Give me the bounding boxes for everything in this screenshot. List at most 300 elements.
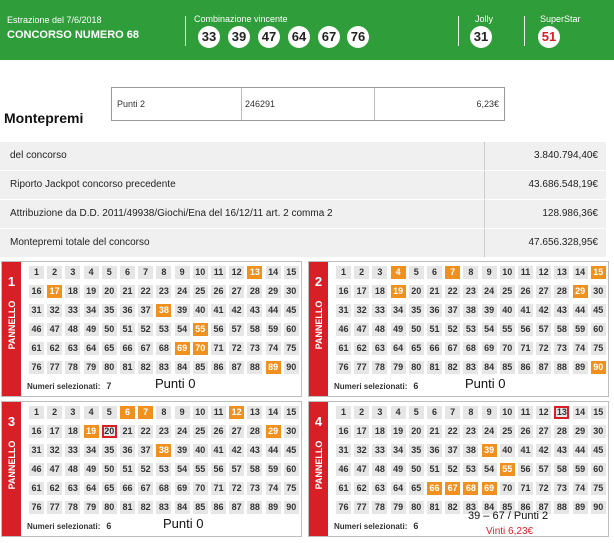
number-cell: 56 xyxy=(518,323,533,336)
number-cell: 58 xyxy=(247,323,262,336)
number-cell: 68 xyxy=(156,482,171,495)
winning-ball: 47 xyxy=(258,26,280,48)
number-cell: 64 xyxy=(84,482,99,495)
jolly-ball: 31 xyxy=(470,26,492,48)
number-cell: 3 xyxy=(372,406,387,419)
number-cell: 64 xyxy=(391,342,406,355)
number-cell: 90 xyxy=(591,501,606,514)
number-cell: 47 xyxy=(354,323,369,336)
number-cell: 70 xyxy=(193,482,208,495)
number-cell: 79 xyxy=(84,361,99,374)
number-cell: 23 xyxy=(156,425,171,438)
number-cell: 44 xyxy=(266,304,281,317)
winning-ball: 33 xyxy=(198,26,220,48)
number-cell: 27 xyxy=(536,285,551,298)
panel-result: Punti 0 xyxy=(155,376,196,391)
number-cell: 31 xyxy=(336,304,351,317)
number-cell: 11 xyxy=(518,266,533,279)
number-cell: 7 xyxy=(138,406,153,419)
number-cell: 89 xyxy=(573,501,588,514)
number-cell: 8 xyxy=(463,406,478,419)
number-cell: 62 xyxy=(354,342,369,355)
number-cell: 31 xyxy=(29,444,44,457)
number-cell: 5 xyxy=(409,406,424,419)
number-cell: 37 xyxy=(445,304,460,317)
number-cell: 40 xyxy=(500,444,515,457)
number-cell: 86 xyxy=(211,501,226,514)
number-cell: 30 xyxy=(284,285,299,298)
number-cell: 16 xyxy=(336,285,351,298)
number-cell: 86 xyxy=(211,361,226,374)
number-cell: 29 xyxy=(266,425,281,438)
number-cell: 12 xyxy=(536,266,551,279)
number-cell: 80 xyxy=(102,501,117,514)
number-cell: 81 xyxy=(120,361,135,374)
number-cell: 90 xyxy=(284,501,299,514)
number-cell: 4 xyxy=(391,266,406,279)
selected-label: Numeri selezionati: xyxy=(27,382,101,391)
number-cell: 13 xyxy=(247,406,262,419)
row-value: 128.986,36€ xyxy=(542,208,598,219)
number-cell: 78 xyxy=(372,501,387,514)
number-cell: 26 xyxy=(211,425,226,438)
number-cell: 45 xyxy=(284,304,299,317)
number-cell: 10 xyxy=(193,266,208,279)
number-cell: 72 xyxy=(229,482,244,495)
panel-result: Punti 0 xyxy=(465,376,506,391)
number-cell: 7 xyxy=(138,266,153,279)
number-cell: 68 xyxy=(156,342,171,355)
number-cell: 52 xyxy=(138,463,153,476)
number-cell: 39 xyxy=(175,304,190,317)
number-cell: 79 xyxy=(391,501,406,514)
row-label: Attribuzione da D.D. 2011/49938/Giochi/Ena del 16/12/11 art. 2 comma 2 xyxy=(10,208,333,219)
number-cell: 6 xyxy=(120,406,135,419)
number-cell: 27 xyxy=(229,285,244,298)
number-cell: 48 xyxy=(372,323,387,336)
number-cell: 14 xyxy=(266,406,281,419)
number-cell: 51 xyxy=(427,463,442,476)
number-cell: 54 xyxy=(482,323,497,336)
number-cell: 45 xyxy=(591,304,606,317)
selected-label: Numeri selezionati: xyxy=(334,522,408,531)
number-cell: 64 xyxy=(391,482,406,495)
number-cell: 67 xyxy=(445,342,460,355)
number-cell: 42 xyxy=(536,304,551,317)
winning-ball: 76 xyxy=(347,26,369,48)
number-cell: 58 xyxy=(554,323,569,336)
selected-label: Numeri selezionati: xyxy=(334,382,408,391)
number-cell: 84 xyxy=(175,361,190,374)
number-cell: 83 xyxy=(463,501,478,514)
number-cell: 61 xyxy=(336,342,351,355)
number-cell: 24 xyxy=(175,425,190,438)
number-cell: 42 xyxy=(536,444,551,457)
number-cell: 73 xyxy=(247,482,262,495)
number-cell: 17 xyxy=(354,285,369,298)
number-cell: 9 xyxy=(482,266,497,279)
number-cell: 10 xyxy=(193,406,208,419)
number-cell: 37 xyxy=(138,444,153,457)
number-cell: 82 xyxy=(445,501,460,514)
number-cell: 48 xyxy=(65,463,80,476)
number-cell: 66 xyxy=(427,482,442,495)
number-cell: 45 xyxy=(591,444,606,457)
play-panel-1 xyxy=(1,261,302,397)
number-cell: 88 xyxy=(247,501,262,514)
number-cell: 84 xyxy=(482,361,497,374)
number-cell: 61 xyxy=(29,482,44,495)
number-cell: 80 xyxy=(102,361,117,374)
number-cell: 73 xyxy=(247,342,262,355)
number-cell: 87 xyxy=(229,501,244,514)
number-cell: 28 xyxy=(554,285,569,298)
number-cell: 53 xyxy=(463,463,478,476)
number-cell: 85 xyxy=(500,501,515,514)
number-cell: 87 xyxy=(536,501,551,514)
number-cell: 28 xyxy=(247,285,262,298)
number-cell: 23 xyxy=(156,285,171,298)
win-prize: 6,23€ xyxy=(476,99,499,109)
number-cell: 34 xyxy=(84,444,99,457)
divider xyxy=(484,142,485,170)
number-cell: 52 xyxy=(445,463,460,476)
number-cell: 62 xyxy=(47,342,62,355)
number-cell: 24 xyxy=(482,285,497,298)
number-cell: 61 xyxy=(336,482,351,495)
number-cell: 69 xyxy=(175,482,190,495)
number-cell: 67 xyxy=(445,482,460,495)
row-value: 43.686.548,19€ xyxy=(528,179,598,190)
number-cell: 43 xyxy=(247,444,262,457)
number-cell: 63 xyxy=(372,342,387,355)
number-cell: 3 xyxy=(65,406,80,419)
number-cell: 48 xyxy=(65,323,80,336)
number-cell: 25 xyxy=(193,425,208,438)
number-cell: 38 xyxy=(156,444,171,457)
number-cell: 21 xyxy=(427,425,442,438)
number-cell: 26 xyxy=(518,285,533,298)
number-cell: 83 xyxy=(463,361,478,374)
montepremi-title: Montepremi xyxy=(4,110,84,126)
number-cell: 15 xyxy=(591,266,606,279)
number-cell: 22 xyxy=(445,285,460,298)
number-cell: 44 xyxy=(266,444,281,457)
number-cell: 85 xyxy=(500,361,515,374)
number-cell: 81 xyxy=(427,361,442,374)
number-cell: 5 xyxy=(102,406,117,419)
superstar-label: SuperStar xyxy=(540,14,581,24)
number-cell: 25 xyxy=(193,285,208,298)
winning-ball: 64 xyxy=(288,26,310,48)
number-cell: 50 xyxy=(102,463,117,476)
number-cell: 39 xyxy=(482,444,497,457)
number-cell: 76 xyxy=(29,361,44,374)
number-cell: 8 xyxy=(156,406,171,419)
winning-ball: 67 xyxy=(318,26,340,48)
number-cell: 21 xyxy=(427,285,442,298)
number-cell: 71 xyxy=(211,342,226,355)
number-cell: 14 xyxy=(573,266,588,279)
number-cell: 8 xyxy=(156,266,171,279)
number-cell: 77 xyxy=(354,501,369,514)
number-cell: 20 xyxy=(409,285,424,298)
number-cell: 87 xyxy=(536,361,551,374)
number-cell: 42 xyxy=(229,304,244,317)
number-cell: 69 xyxy=(175,342,190,355)
number-cell: 19 xyxy=(84,285,99,298)
number-cell: 23 xyxy=(463,285,478,298)
number-cell: 15 xyxy=(284,266,299,279)
number-cell: 32 xyxy=(47,304,62,317)
panel-word: PANNELLO xyxy=(7,440,17,490)
number-cell: 79 xyxy=(84,501,99,514)
divider xyxy=(185,16,186,46)
number-cell: 70 xyxy=(500,342,515,355)
number-cell: 82 xyxy=(138,501,153,514)
panel-number: 4 xyxy=(314,414,323,429)
number-cell: 71 xyxy=(518,342,533,355)
number-cell: 78 xyxy=(372,361,387,374)
number-cell: 1 xyxy=(29,266,44,279)
number-cell: 1 xyxy=(336,266,351,279)
number-cell: 71 xyxy=(518,482,533,495)
montepremi-row xyxy=(0,200,606,229)
number-cell: 46 xyxy=(336,323,351,336)
number-cell: 29 xyxy=(266,285,281,298)
number-cell: 48 xyxy=(372,463,387,476)
number-cell: 31 xyxy=(336,444,351,457)
number-cell: 22 xyxy=(138,285,153,298)
number-cell: 17 xyxy=(47,285,62,298)
number-cell: 75 xyxy=(591,342,606,355)
number-cell: 32 xyxy=(354,444,369,457)
montepremi-row xyxy=(0,171,606,200)
number-cell: 63 xyxy=(65,342,80,355)
number-cell: 53 xyxy=(156,463,171,476)
number-cell: 74 xyxy=(573,342,588,355)
number-cell: 80 xyxy=(409,361,424,374)
number-cell: 20 xyxy=(409,425,424,438)
divider xyxy=(484,200,485,228)
number-cell: 68 xyxy=(463,482,478,495)
number-cell: 31 xyxy=(29,304,44,317)
number-cell: 27 xyxy=(229,425,244,438)
number-cell: 43 xyxy=(554,304,569,317)
number-cell: 88 xyxy=(247,361,262,374)
number-cell: 8 xyxy=(463,266,478,279)
panel-number: 1 xyxy=(7,274,16,289)
row-value: 47.656.328,95€ xyxy=(528,237,598,248)
number-cell: 51 xyxy=(427,323,442,336)
number-cell: 45 xyxy=(284,444,299,457)
number-cell: 18 xyxy=(65,425,80,438)
number-cell: 5 xyxy=(102,266,117,279)
number-cell: 24 xyxy=(175,285,190,298)
number-cell: 47 xyxy=(47,323,62,336)
number-cell: 67 xyxy=(138,342,153,355)
number-cell: 56 xyxy=(518,463,533,476)
divider xyxy=(458,16,459,46)
number-cell: 86 xyxy=(518,501,533,514)
number-cell: 88 xyxy=(554,361,569,374)
number-cell: 82 xyxy=(138,361,153,374)
number-cell: 22 xyxy=(445,425,460,438)
number-cell: 33 xyxy=(372,304,387,317)
number-cell: 26 xyxy=(211,285,226,298)
result-note-line2: Vinti 6,23€ xyxy=(486,526,534,537)
number-cell: 68 xyxy=(463,342,478,355)
number-cell: 70 xyxy=(500,482,515,495)
number-cell: 35 xyxy=(409,444,424,457)
number-cell: 83 xyxy=(156,501,171,514)
number-cell: 70 xyxy=(193,342,208,355)
number-cell: 58 xyxy=(247,463,262,476)
number-cell: 53 xyxy=(156,323,171,336)
number-cell: 65 xyxy=(102,482,117,495)
selected-count: 6 xyxy=(413,521,419,531)
number-cell: 36 xyxy=(120,444,135,457)
number-cell: 23 xyxy=(463,425,478,438)
number-cell: 50 xyxy=(102,323,117,336)
number-cell: 13 xyxy=(247,266,262,279)
number-cell: 63 xyxy=(65,482,80,495)
number-cell: 56 xyxy=(211,323,226,336)
number-cell: 19 xyxy=(391,285,406,298)
number-cell: 12 xyxy=(229,266,244,279)
number-cell: 54 xyxy=(482,463,497,476)
number-cell: 15 xyxy=(284,406,299,419)
number-cell: 36 xyxy=(120,304,135,317)
number-cell: 59 xyxy=(266,463,281,476)
number-cell: 85 xyxy=(193,501,208,514)
number-cell: 36 xyxy=(427,304,442,317)
number-cell: 4 xyxy=(391,406,406,419)
number-cell: 41 xyxy=(211,304,226,317)
number-cell: 73 xyxy=(554,342,569,355)
number-cell: 63 xyxy=(372,482,387,495)
number-cell: 22 xyxy=(138,425,153,438)
number-cell: 52 xyxy=(138,323,153,336)
number-cell: 58 xyxy=(554,463,569,476)
number-cell: 72 xyxy=(536,482,551,495)
number-cell: 65 xyxy=(102,342,117,355)
number-cell: 30 xyxy=(591,425,606,438)
row-label: del concorso xyxy=(10,150,67,161)
number-cell: 53 xyxy=(463,323,478,336)
number-cell: 17 xyxy=(47,425,62,438)
number-cell: 46 xyxy=(29,463,44,476)
number-cell: 38 xyxy=(463,304,478,317)
number-cell: 19 xyxy=(391,425,406,438)
number-cell: 72 xyxy=(229,342,244,355)
number-cell: 40 xyxy=(193,304,208,317)
number-cell: 43 xyxy=(247,304,262,317)
number-cell: 11 xyxy=(211,406,226,419)
number-cell: 3 xyxy=(372,266,387,279)
superstar-ball: 51 xyxy=(538,26,560,48)
contest-number: CONCORSO NUMERO 68 xyxy=(7,29,140,41)
jolly-label: Jolly xyxy=(475,14,494,24)
number-cell: 18 xyxy=(65,285,80,298)
panel-word: PANNELLO xyxy=(7,300,17,350)
number-cell: 13 xyxy=(554,406,569,419)
number-cell: 35 xyxy=(102,304,117,317)
selected-count: 6 xyxy=(106,521,112,531)
selected-label: Numeri selezionati: xyxy=(27,522,101,531)
number-cell: 25 xyxy=(500,425,515,438)
number-cell: 80 xyxy=(409,501,424,514)
number-cell: 11 xyxy=(211,266,226,279)
number-cell: 55 xyxy=(500,463,515,476)
number-cell: 18 xyxy=(372,425,387,438)
number-cell: 29 xyxy=(573,425,588,438)
divider xyxy=(484,229,485,257)
number-cell: 14 xyxy=(573,406,588,419)
number-cell: 55 xyxy=(193,323,208,336)
number-cell: 24 xyxy=(482,425,497,438)
number-cell: 43 xyxy=(554,444,569,457)
number-cell: 28 xyxy=(247,425,262,438)
number-cell: 46 xyxy=(336,463,351,476)
number-cell: 37 xyxy=(138,304,153,317)
number-cell: 84 xyxy=(175,501,190,514)
number-cell: 76 xyxy=(336,501,351,514)
number-cell: 57 xyxy=(536,463,551,476)
number-cell: 19 xyxy=(84,425,99,438)
number-cell: 77 xyxy=(47,361,62,374)
draw-date: Estrazione del 7/6/2018 xyxy=(7,15,102,25)
number-cell: 49 xyxy=(391,463,406,476)
number-cell: 28 xyxy=(554,425,569,438)
number-cell: 65 xyxy=(409,482,424,495)
number-cell: 12 xyxy=(229,406,244,419)
winning-ball: 39 xyxy=(228,26,250,48)
number-cell: 64 xyxy=(84,342,99,355)
number-cell: 12 xyxy=(536,406,551,419)
number-cell: 75 xyxy=(284,482,299,495)
number-cell: 6 xyxy=(120,266,135,279)
divider xyxy=(524,16,525,46)
number-cell: 81 xyxy=(120,501,135,514)
number-cell: 57 xyxy=(536,323,551,336)
number-cell: 20 xyxy=(102,285,117,298)
number-cell: 57 xyxy=(229,323,244,336)
number-cell: 7 xyxy=(445,406,460,419)
number-cell: 55 xyxy=(500,323,515,336)
number-cell: 66 xyxy=(120,482,135,495)
selected-count-label xyxy=(334,521,418,531)
number-cell: 32 xyxy=(354,304,369,317)
number-cell: 41 xyxy=(211,444,226,457)
number-cell: 60 xyxy=(591,463,606,476)
number-cell: 33 xyxy=(372,444,387,457)
number-cell: 9 xyxy=(175,266,190,279)
win-winners: 246291 xyxy=(245,99,276,109)
number-cell: 47 xyxy=(354,463,369,476)
number-cell: 2 xyxy=(354,406,369,419)
number-cell: 9 xyxy=(175,406,190,419)
number-cell: 4 xyxy=(84,406,99,419)
number-cell: 51 xyxy=(120,323,135,336)
number-cell: 87 xyxy=(229,361,244,374)
number-cell: 47 xyxy=(47,463,62,476)
number-cell: 75 xyxy=(284,342,299,355)
number-cell: 69 xyxy=(482,482,497,495)
number-cell: 59 xyxy=(266,323,281,336)
number-cell: 14 xyxy=(266,266,281,279)
number-cell: 34 xyxy=(391,444,406,457)
